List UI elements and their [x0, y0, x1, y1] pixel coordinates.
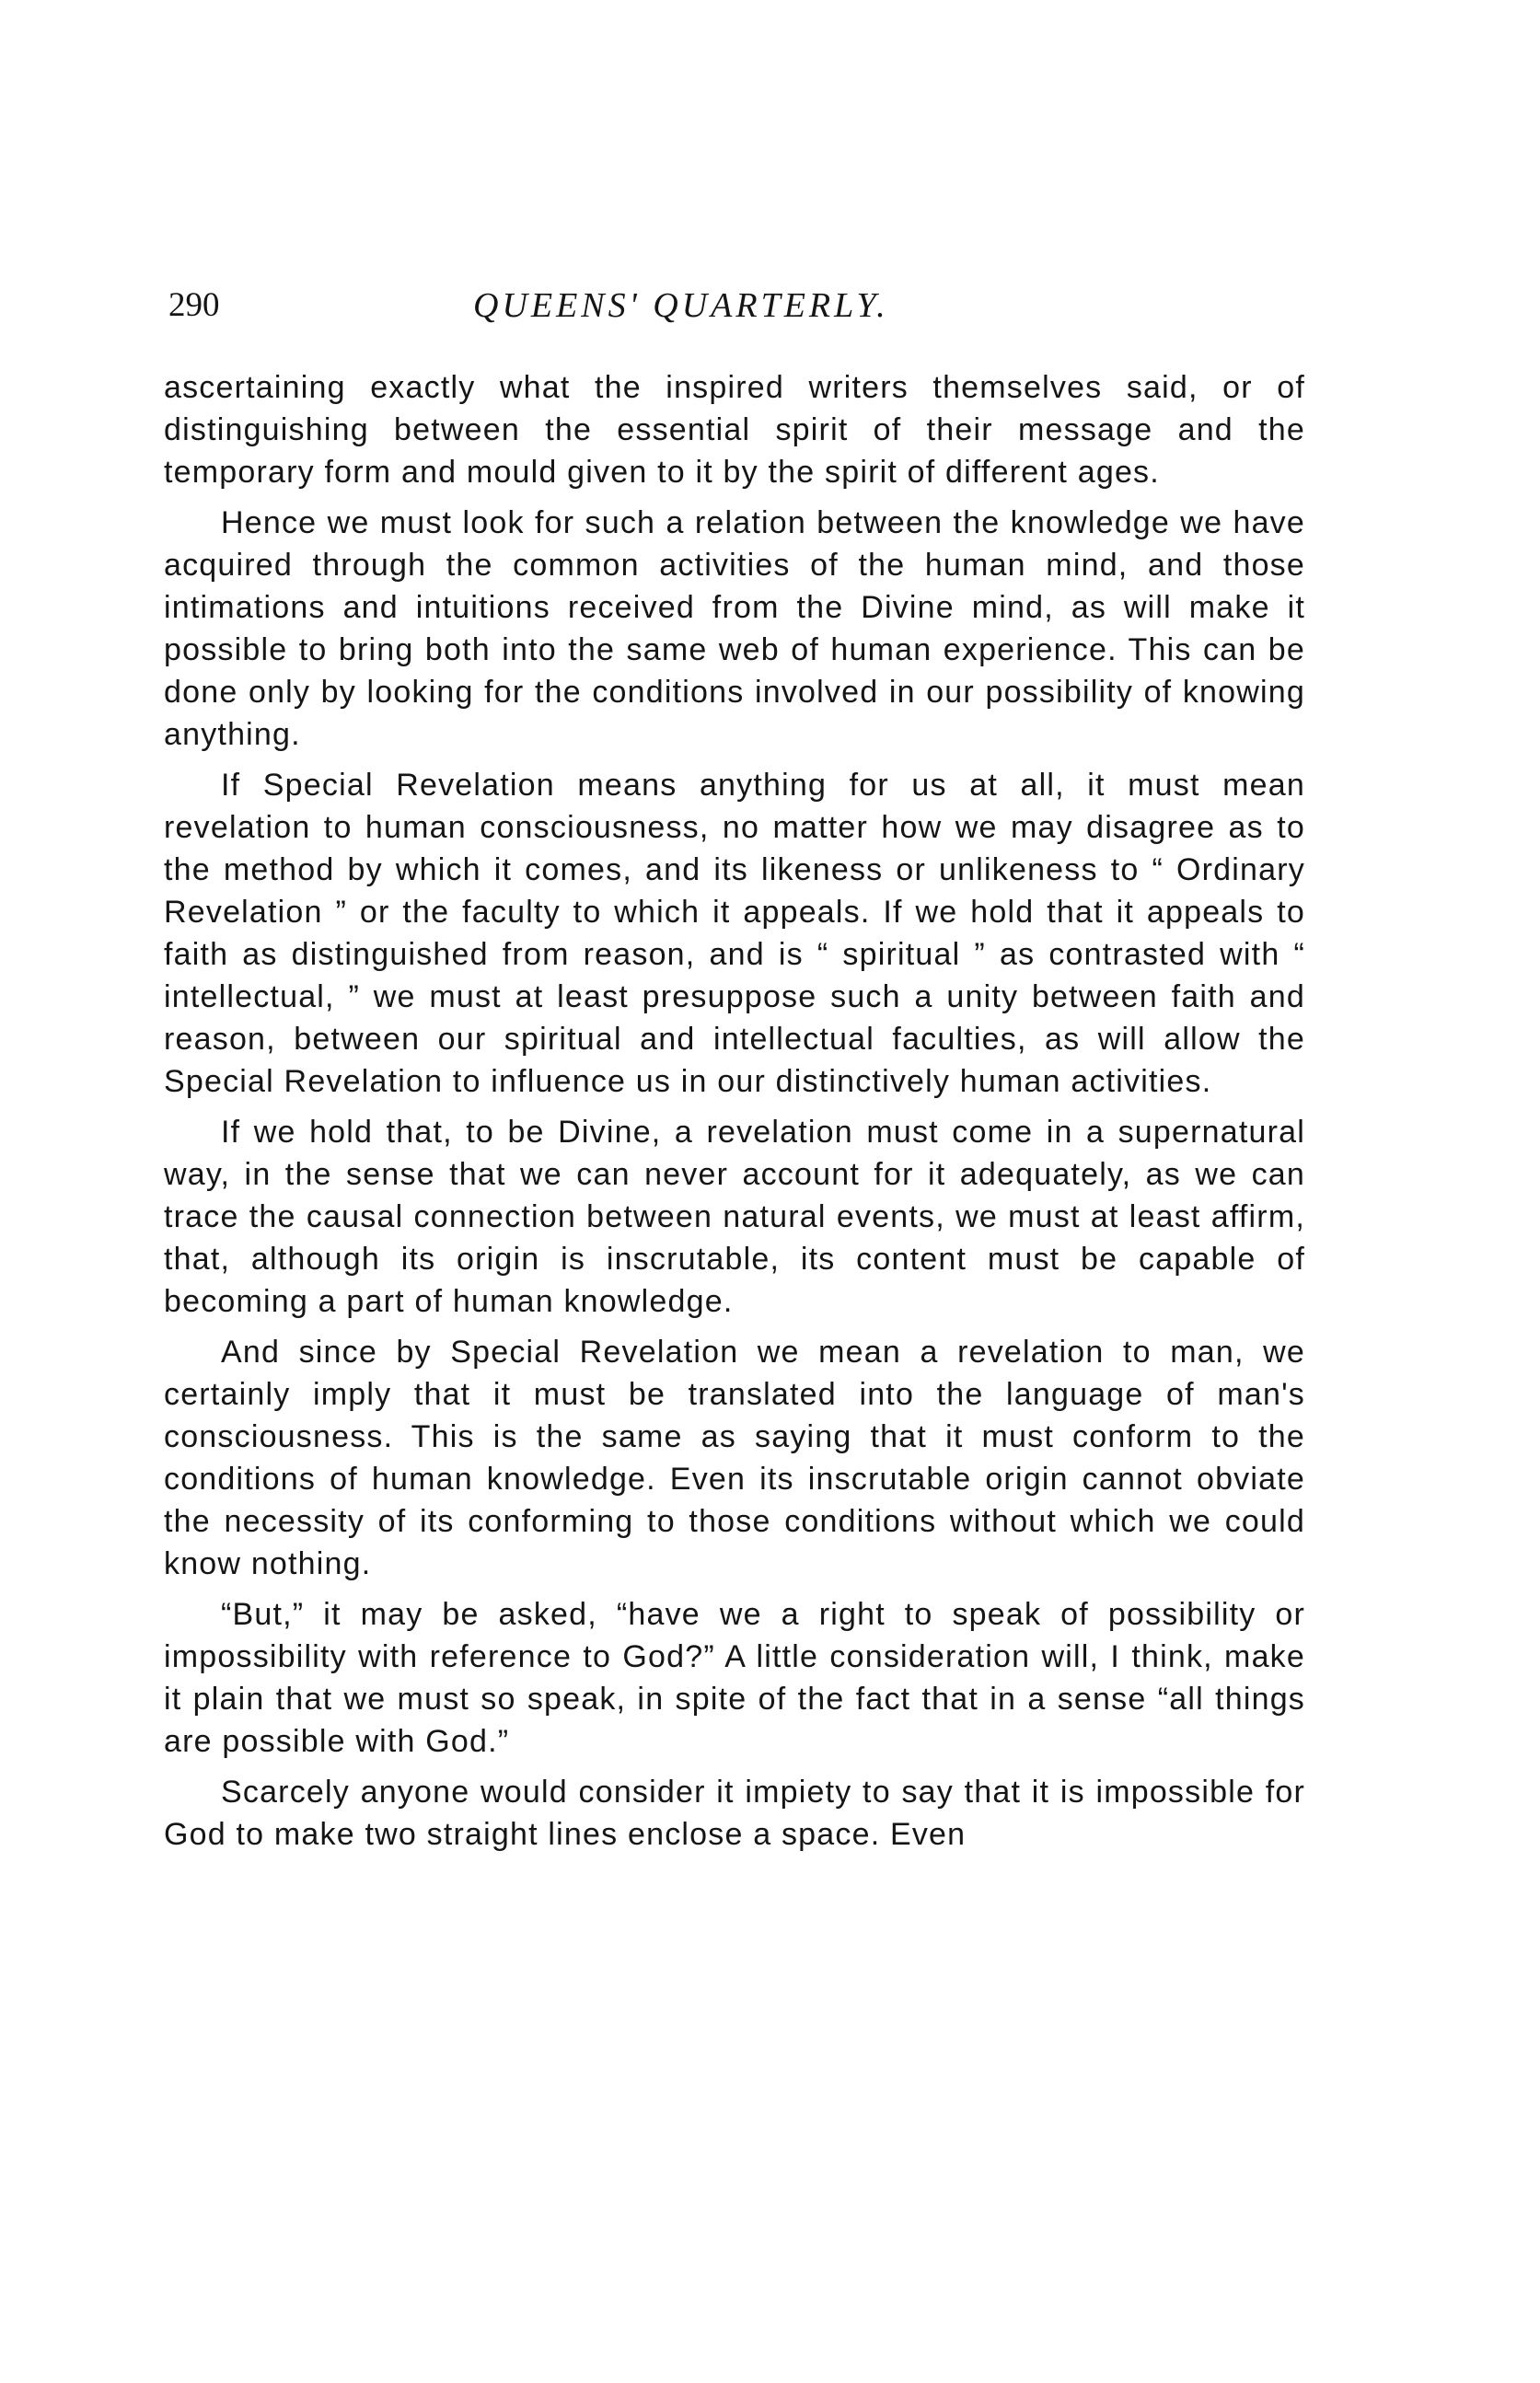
page-number: 290 — [168, 286, 220, 324]
paragraph-continuation: ascertaining exactly what the inspired writers themselves said, or of distinguishing between the essential spirit of their message and the temporary form and mould given to it by the spirit of different ages. — [164, 370, 1305, 490]
paragraph-knowledge-relation: Hence we must look for such a relation between the knowledge we have acquired through the common activities of the human mind, and those intimations and intuitions received from the Divine mind, as will make it possible to bring both into the same web of human experience. This can be done only by looking for the conditions involved in our possibility of knowing anything. — [164, 505, 1305, 752]
paragraph-human-consciousness: And since by Special Revelation we mean a revelation to man, we certainly imply that it must be translated into the language of man's consciousness. This is the same as saying that it must conform to the conditions of human knowledge. Even its inscrutable origin cannot obviate the necessity of its conforming to those conditions without which we could know nothing. — [164, 1335, 1305, 1581]
paragraph-impossibility-example: Scarcely anyone would consider it impiety to say that it is impossible for God to make two straight lines enclose a space. Even — [164, 1775, 1305, 1852]
paragraph-possibility-question: “But,” it may be asked, “have we a right to speak of possibility or impossibility with reference to God?” A little consideration will, I think, make it plain that we must so speak, in spite of the fact that in a sense “all things are possible with God.” — [164, 1597, 1305, 1759]
paragraph-divine-revelation: If we hold that, to be Divine, a revelation must come in a supernatural way, in the sense that we can never account for it adequately, as we can trace the causal connection between natural events, we must at least affirm, that, although its origin is inscrutable, its content must be capable of becoming a part of human knowledge. — [164, 1115, 1305, 1319]
article-body — [164, 366, 1305, 1864]
page-header — [168, 287, 1310, 335]
running-head: QUEENS' QUARTERLY. — [473, 286, 889, 325]
paragraph-special-revelation: If Special Revelation means anything for us at all, it must mean revelation to human consciousness, no matter how we may disagree as to the method by which it comes, and its likeness or unlikeness to “ Ordinary Revelation ” or the faculty to which it appeals. If we hold that it appeals to faith as distinguished from reason, and is “ spiritual ” as contrasted with “ intellectual, ” we must at least presuppose such a unity between faith and reason, between our spiritual and intellectual faculties, as will allow the Special Revelation to influence us in our distinctively human activities. — [164, 768, 1305, 1099]
